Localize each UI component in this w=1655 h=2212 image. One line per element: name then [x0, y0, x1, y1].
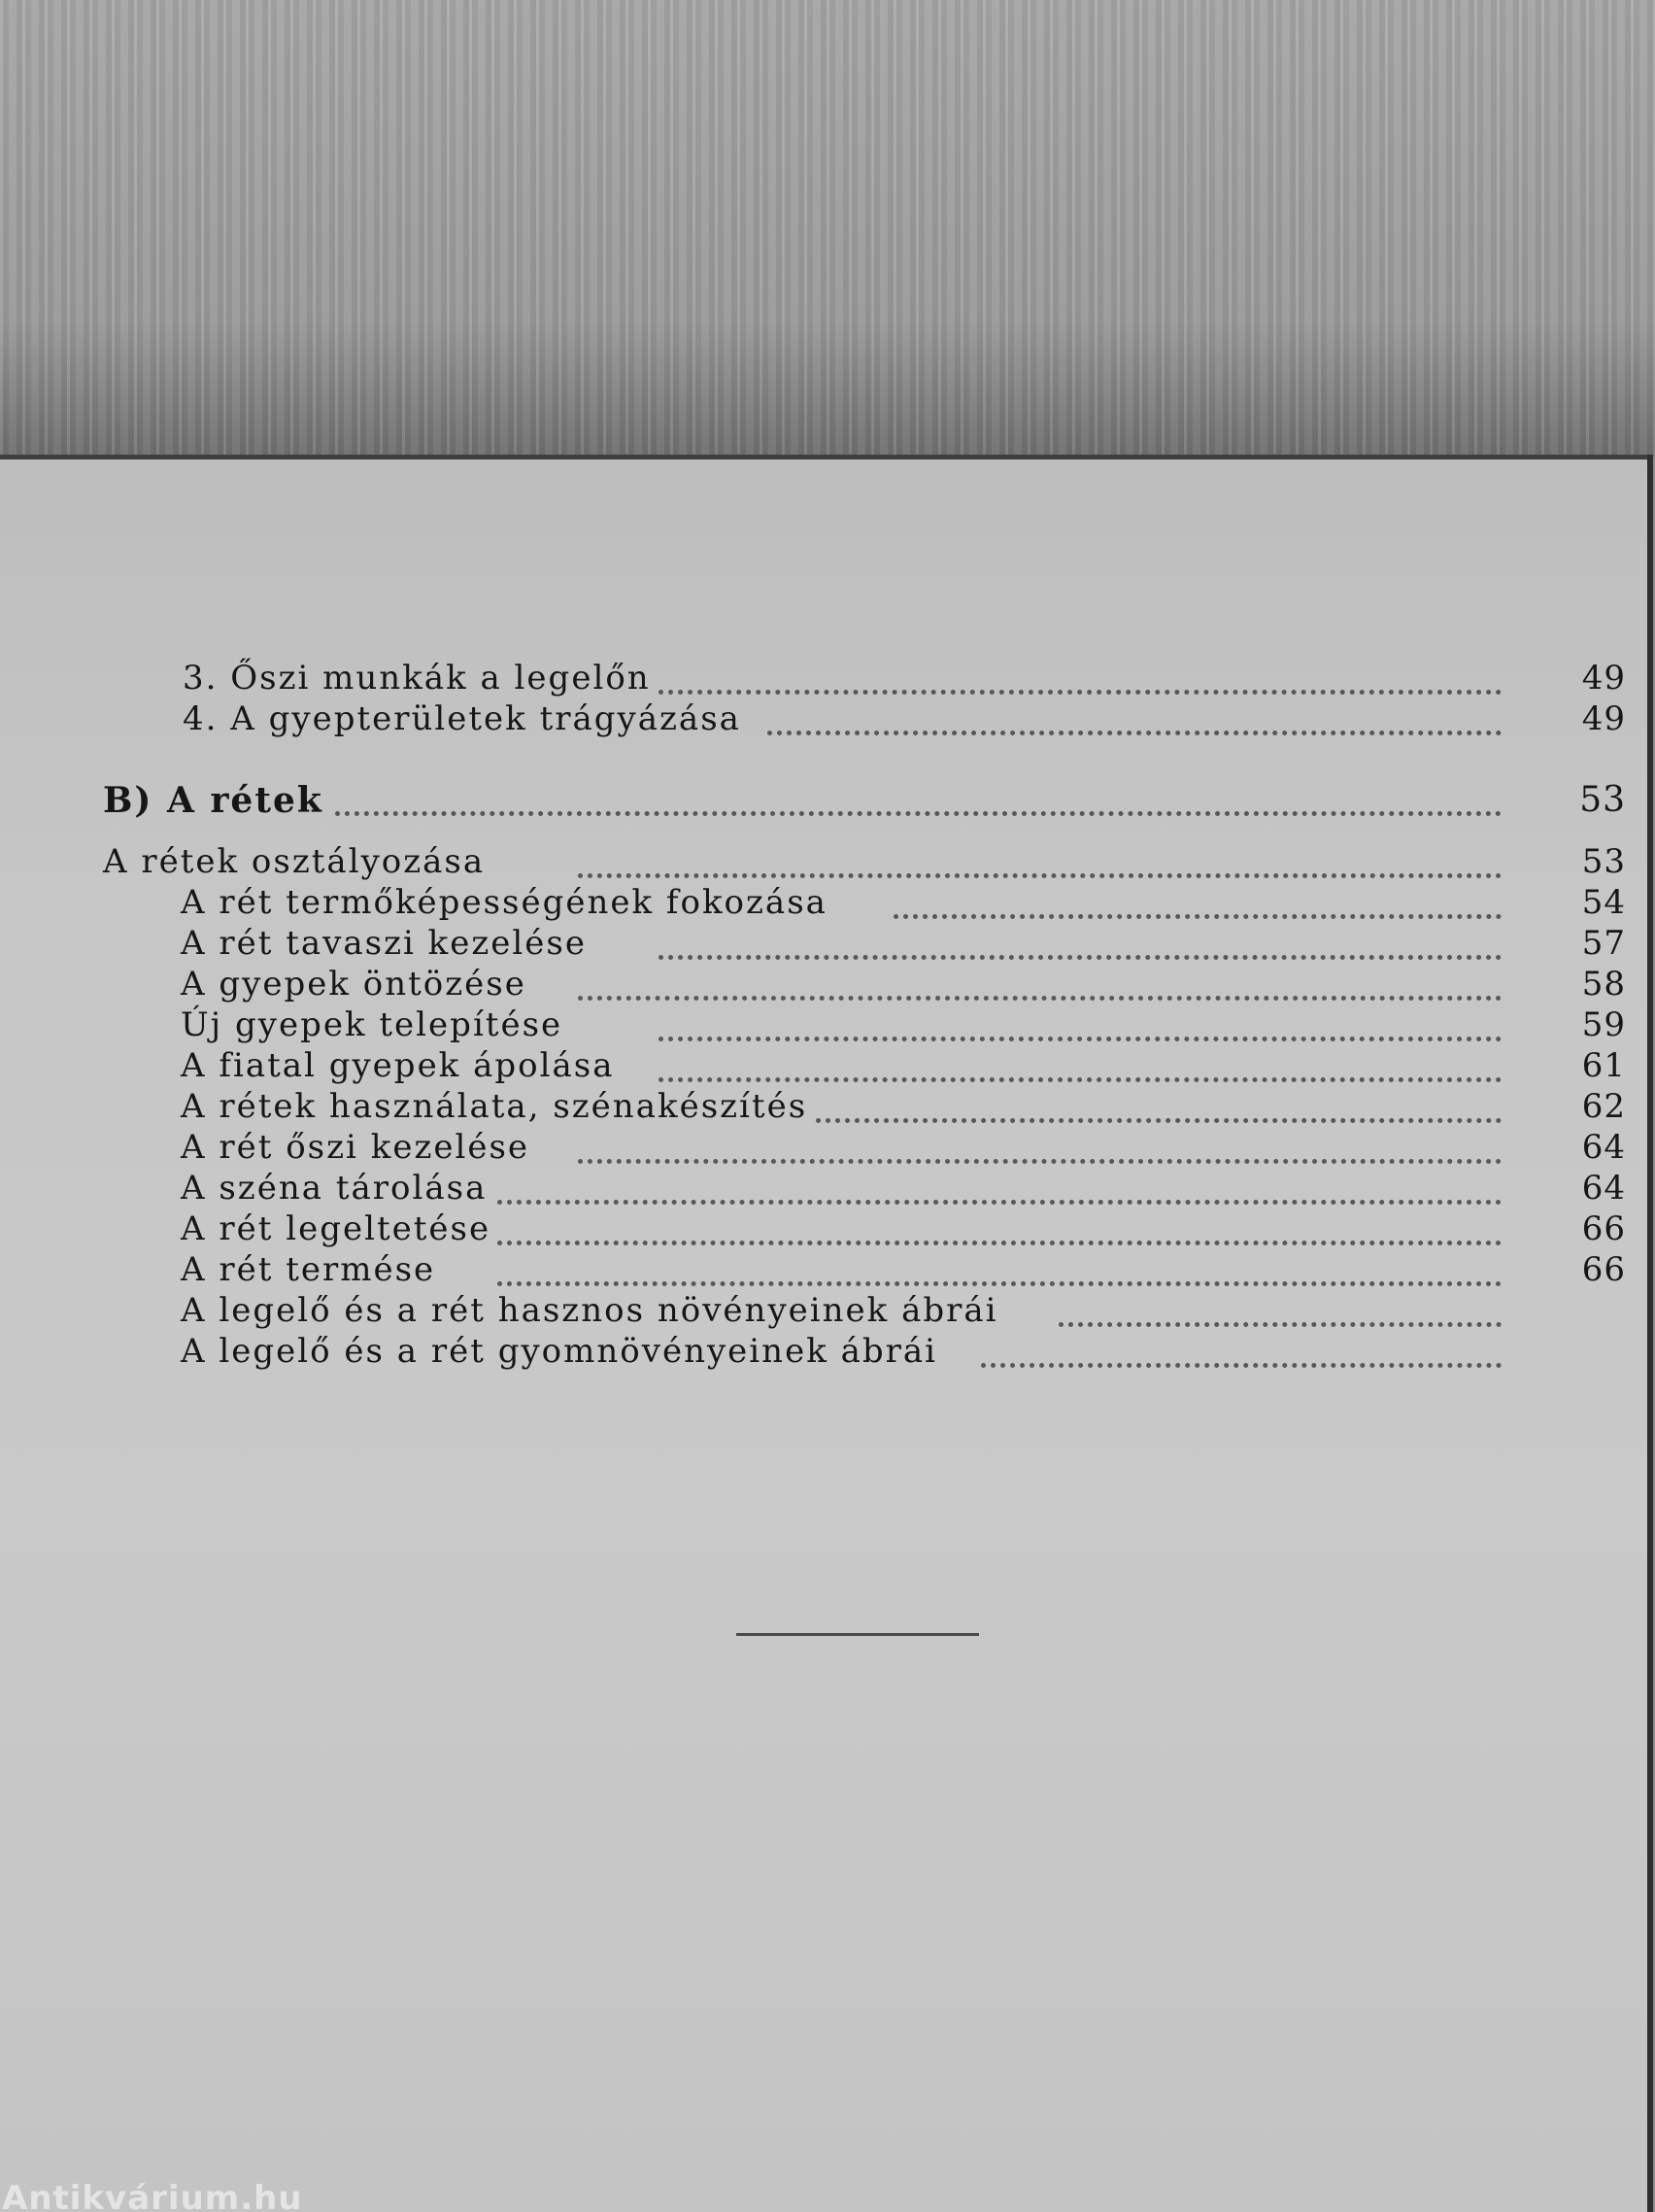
- toc-entry-label: A rétek használata, szénakészítés: [181, 1087, 808, 1126]
- toc-entry-page: 49: [1581, 699, 1626, 738]
- toc-entry-page: 49: [1581, 659, 1626, 698]
- toc-entry: [0, 1332, 1647, 1375]
- toc-entry: [0, 1250, 1647, 1293]
- dot-leader: [335, 792, 1502, 816]
- toc-entry-page: 53: [1579, 780, 1626, 820]
- toc-entry-label: A rét őszi kezelése: [181, 1128, 530, 1167]
- toc-entry-label: A rét legeltetése: [181, 1209, 491, 1248]
- toc-entry: [0, 842, 1647, 885]
- dot-leader: [767, 711, 1502, 735]
- watermark: Antikvárium.hu: [2, 2179, 303, 2212]
- dot-leader: [981, 1344, 1502, 1368]
- dot-leader: [894, 895, 1502, 919]
- toc-entry-page: 53: [1581, 842, 1626, 881]
- toc-entry-label: 3. Őszi munkák a legelőn: [183, 659, 651, 698]
- dot-leader: [816, 1099, 1502, 1123]
- table-of-contents: [0, 459, 1647, 1431]
- toc-entry-label: Új gyepek telepítése: [181, 1005, 563, 1044]
- toc-entry-label: A rét termése: [181, 1250, 436, 1289]
- dot-leader: [497, 1180, 1502, 1205]
- toc-entry: [0, 883, 1647, 926]
- closing-rule: [736, 1633, 979, 1636]
- toc-entry-page: 58: [1581, 965, 1626, 1004]
- toc-entry-label: A széna tárolása: [181, 1169, 488, 1208]
- dot-leader: [659, 1058, 1502, 1082]
- toc-entry: [0, 1291, 1647, 1334]
- dot-leader: [497, 1262, 1502, 1286]
- toc-entry-page: 57: [1581, 924, 1626, 963]
- toc-entry-label: 4. A gyepterületek trágyázása: [183, 699, 741, 738]
- toc-entry: [0, 965, 1647, 1007]
- toc-entry-page: 61: [1581, 1046, 1626, 1085]
- toc-entry: [0, 1169, 1647, 1211]
- toc-entry: [0, 1209, 1647, 1252]
- toc-entry: [0, 1087, 1647, 1130]
- dot-leader: [497, 1221, 1502, 1245]
- toc-entry-label: A rét tavaszi kezelése: [181, 924, 587, 963]
- dot-leader: [578, 1140, 1502, 1164]
- toc-entry-label: A gyepek öntözése: [181, 965, 526, 1004]
- dot-leader: [578, 854, 1502, 878]
- toc-section-heading: [0, 780, 1647, 823]
- backdrop-surface: [0, 0, 1655, 457]
- toc-entry: [0, 924, 1647, 967]
- dot-leader: [578, 976, 1502, 1001]
- toc-entry: [0, 699, 1647, 742]
- dot-leader: [659, 936, 1502, 960]
- toc-entry-label: A fiatal gyepek ápolása: [181, 1046, 615, 1085]
- toc-entry-page: 64: [1581, 1128, 1626, 1167]
- toc-entry: [0, 1005, 1647, 1048]
- toc-entry-page: 66: [1581, 1209, 1626, 1248]
- toc-entry: [0, 1046, 1647, 1089]
- toc-entry-label: A rét termőképességének fokozása: [181, 883, 828, 922]
- dot-leader: [659, 1017, 1502, 1041]
- toc-entry-page: 59: [1581, 1005, 1626, 1044]
- toc-entry-label: A rétek osztályozása: [103, 842, 486, 881]
- toc-entry-label: A legelő és a rét hasznos növényeinek ábrái: [181, 1291, 998, 1330]
- toc-entry-label: A legelő és a rét gyomnövényeinek ábrái: [181, 1332, 938, 1371]
- dot-leader: [659, 670, 1502, 695]
- toc-entry-page: 54: [1581, 883, 1626, 922]
- toc-entry: [0, 1128, 1647, 1171]
- toc-entry-page: 66: [1581, 1250, 1626, 1289]
- dot-leader: [1059, 1303, 1502, 1327]
- toc-entry-page: 64: [1581, 1169, 1626, 1208]
- toc-entry: [0, 659, 1647, 701]
- toc-entry-page: 62: [1581, 1087, 1626, 1126]
- book-page: [0, 455, 1647, 2212]
- toc-entry-label: B) A rétek: [103, 780, 323, 821]
